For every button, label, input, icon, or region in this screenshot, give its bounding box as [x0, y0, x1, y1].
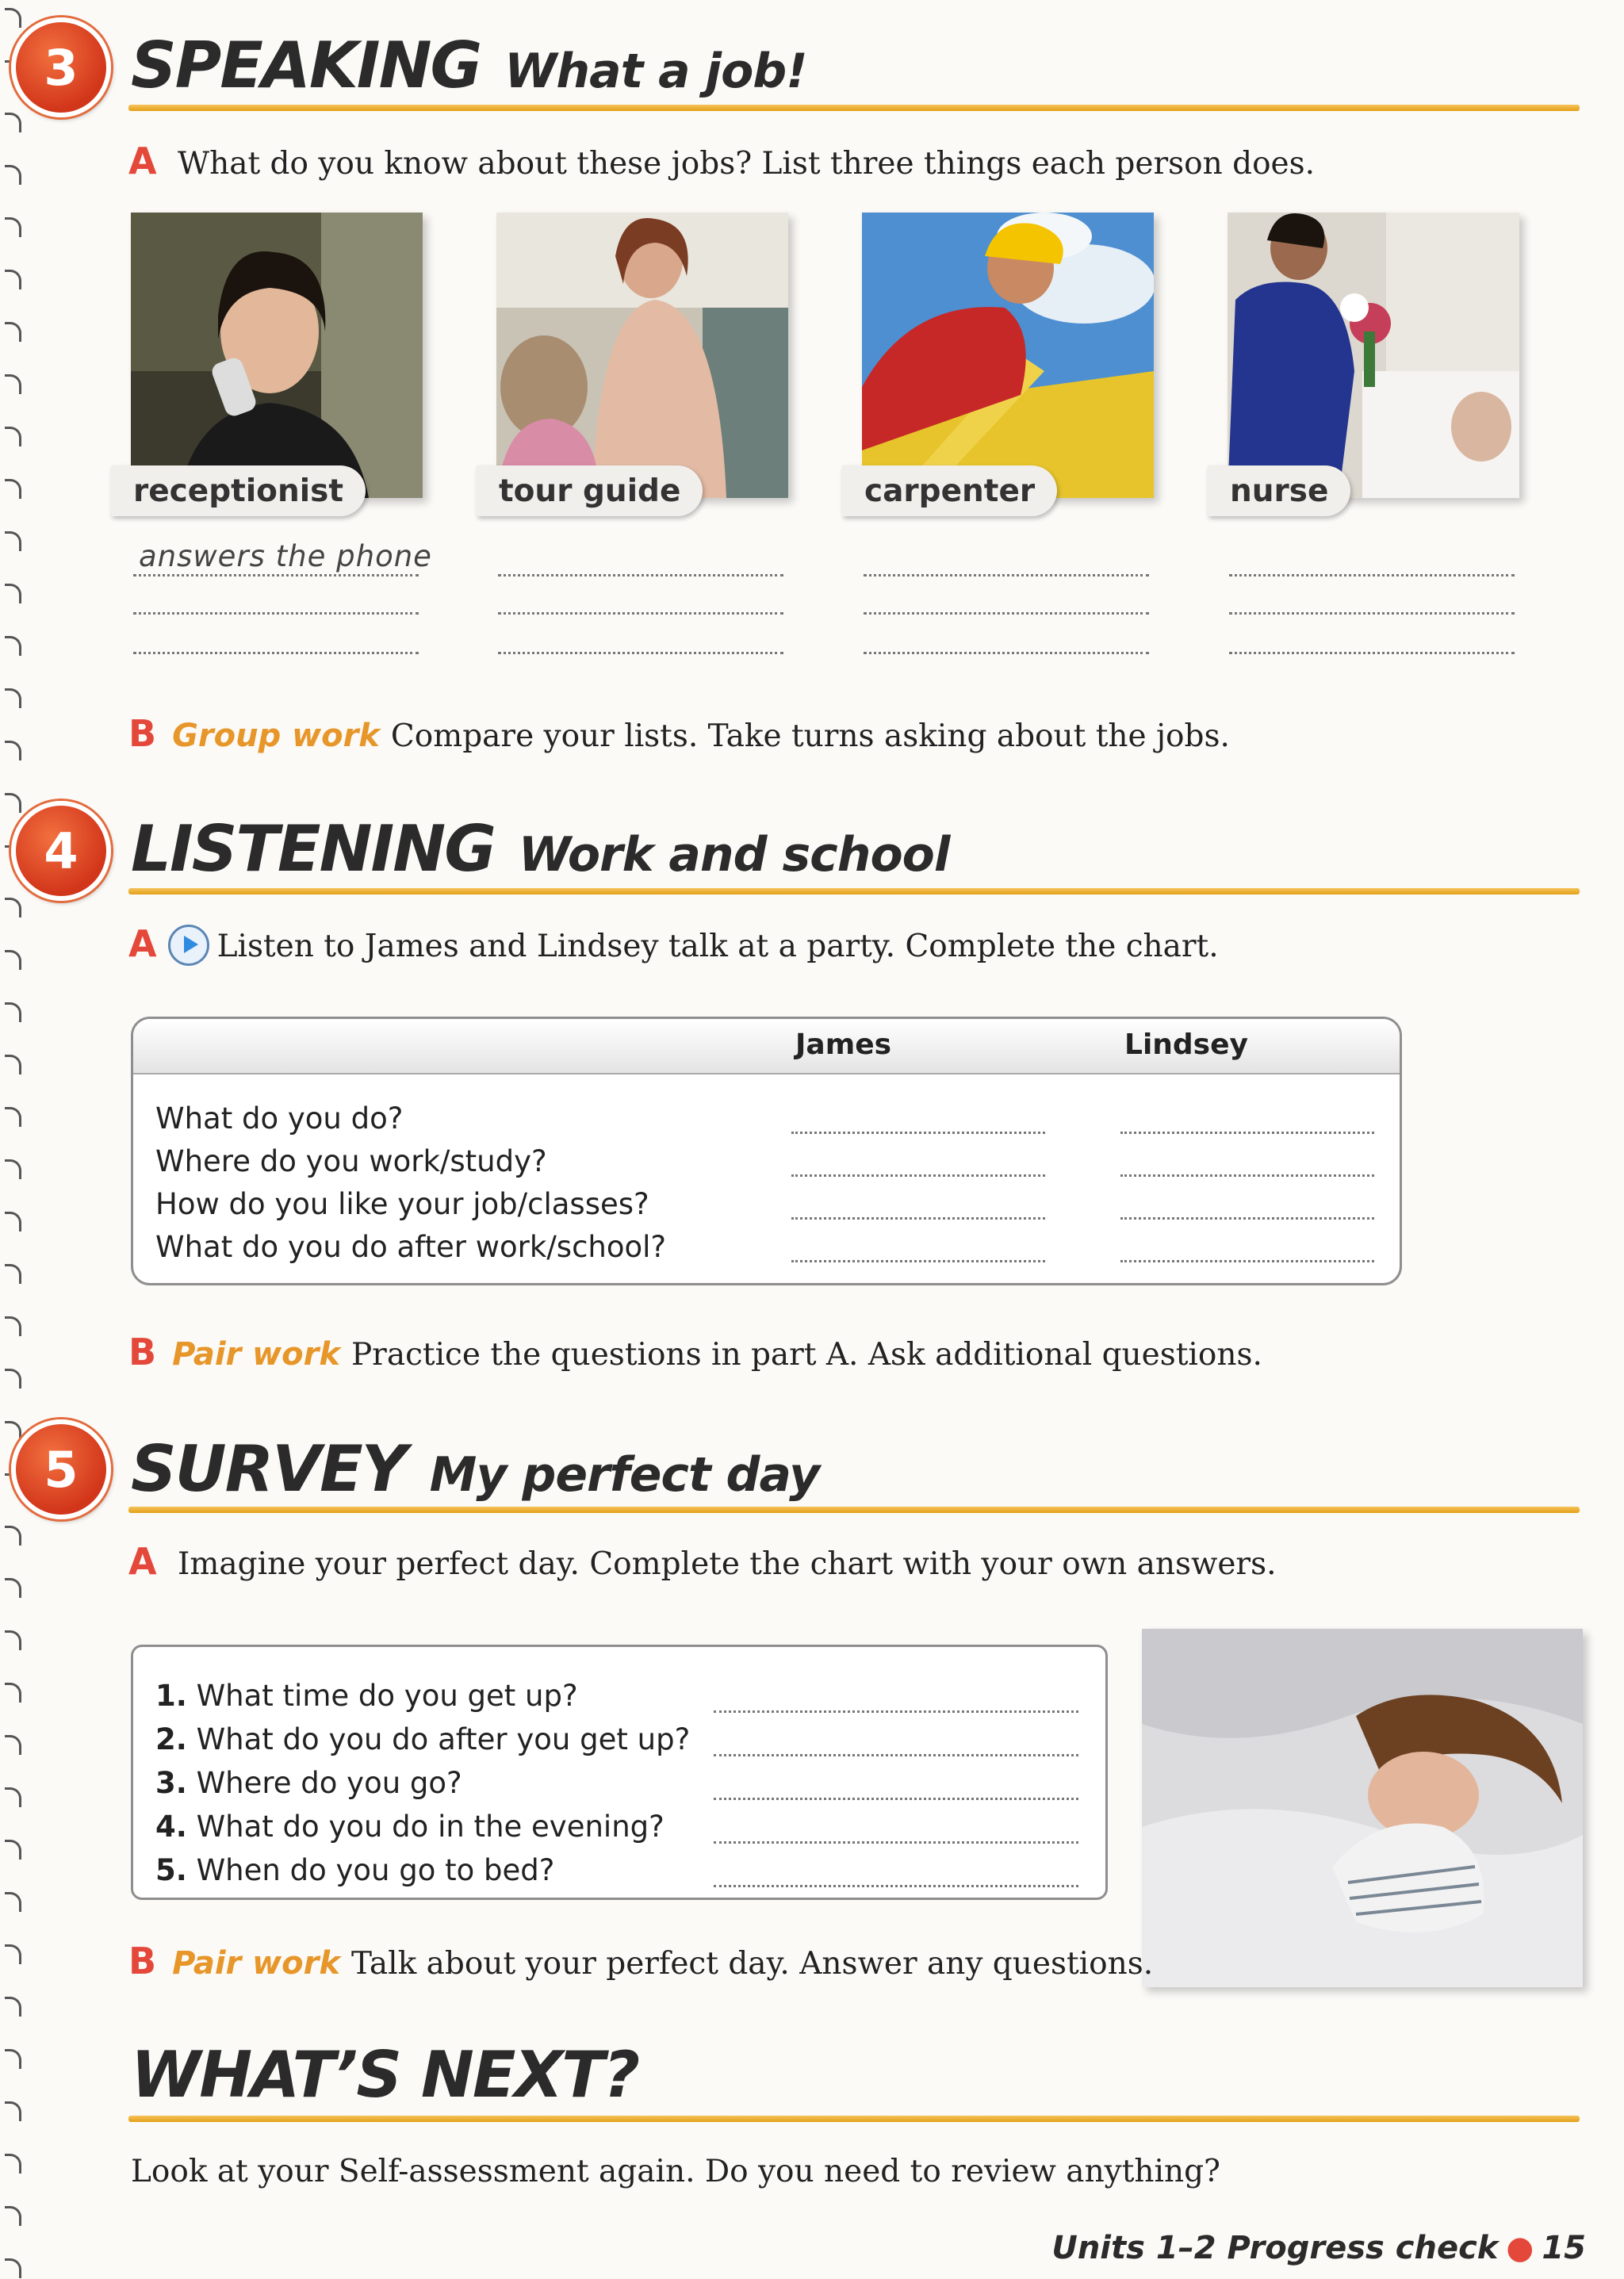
part-a-text: Listen to James and Lindsey talk at a party. Complete the chart. [216, 929, 1219, 964]
part-letter: B [128, 1940, 157, 1982]
spiral-ring [5, 1212, 21, 1231]
sleeping-girl-photo [1142, 1629, 1583, 1987]
spiral-ring [5, 8, 21, 28]
part-letter: A [128, 140, 157, 182]
spiral-ring [5, 217, 21, 237]
section-subheading: What a job! [504, 44, 807, 99]
page-number: 15 [1542, 2230, 1586, 2266]
survey-question [155, 1766, 462, 1800]
question-text: When do you go to bed? [196, 1853, 555, 1887]
carpenter-photo [862, 213, 1154, 498]
answer-line[interactable] [1120, 1217, 1374, 1220]
job-label-tour-guide: tour guide [477, 465, 703, 516]
section-rule [128, 888, 1580, 894]
question-text: Where do you go? [196, 1766, 462, 1800]
spiral-ring [5, 1002, 21, 1022]
section-title-listening [131, 812, 949, 886]
spiral-ring [5, 1944, 21, 1964]
listening-part-a [128, 922, 1219, 969]
survey-part-a [128, 1540, 1277, 1583]
part-b-text: Talk about your perfect day. Answer any questions. [350, 1946, 1154, 1982]
chart-question: What do you do after work/school? [155, 1230, 667, 1264]
answer-line[interactable] [1229, 612, 1515, 615]
spiral-ring [5, 1840, 21, 1860]
answer-line[interactable] [133, 574, 419, 576]
part-letter: A [128, 1540, 157, 1583]
question-number: 1. [155, 1679, 187, 1713]
spiral-ring [5, 1787, 21, 1807]
listening-chart [131, 1017, 1402, 1285]
survey-question [155, 1679, 578, 1713]
spiral-ring [5, 531, 21, 551]
listening-part-b [128, 1331, 1262, 1373]
spiral-ring [5, 1735, 21, 1755]
spiral-ring [5, 1892, 21, 1912]
spiral-ring [5, 1630, 21, 1650]
answer-line[interactable] [1229, 574, 1515, 576]
answer-line[interactable] [498, 574, 783, 576]
section-heading: SPEAKING [131, 29, 481, 102]
question-number: 5. [155, 1853, 187, 1887]
answer-line[interactable] [864, 652, 1149, 654]
spiral-ring [5, 427, 21, 446]
answer-line[interactable] [864, 612, 1149, 615]
spiral-ring [5, 636, 21, 656]
chart-question: Where do you work/study? [155, 1144, 547, 1178]
column-header-james: James [795, 1028, 892, 1061]
section-title-whats-next [131, 2038, 638, 2112]
answer-line[interactable] [714, 1710, 1078, 1713]
section-heading: WHAT’S NEXT? [131, 2038, 639, 2112]
answer-line[interactable] [1120, 1174, 1374, 1177]
spiral-ring [5, 793, 21, 813]
whats-next-text: Look at your Self-assessment again. Do you need to review anything? [131, 2154, 1220, 2189]
spiral-ring [5, 584, 21, 603]
part-letter: B [128, 712, 157, 755]
spiral-ring [5, 1683, 21, 1703]
answer-line[interactable] [791, 1132, 1045, 1134]
spiral-ring [5, 1159, 21, 1179]
footer-text: Units 1–2 Progress check [1051, 2230, 1499, 2266]
answer-line[interactable] [133, 652, 419, 654]
answer-line[interactable] [1229, 652, 1515, 654]
survey-question [155, 1853, 554, 1887]
spiral-ring [5, 165, 21, 185]
part-b-text: Practice the questions in part A. Ask additional questions. [350, 1337, 1262, 1373]
section-rule [128, 105, 1580, 111]
answer-line[interactable] [714, 1798, 1078, 1800]
answer-line[interactable] [714, 1754, 1078, 1756]
spiral-ring [5, 2154, 21, 2174]
section-heading: SURVEY [131, 1432, 406, 1506]
answer-line[interactable] [791, 1174, 1045, 1177]
spiral-ring [5, 1369, 21, 1388]
spiral-ring [5, 950, 21, 970]
answer-line[interactable] [498, 652, 783, 654]
spiral-ring [5, 1055, 21, 1074]
spiral-ring [5, 374, 21, 394]
audio-play-icon[interactable] [168, 925, 209, 966]
answer-line[interactable] [714, 1885, 1078, 1887]
answer-line[interactable] [864, 574, 1149, 576]
part-letter: B [128, 1331, 157, 1373]
part-a-text: What do you know about these jobs? List three things each person does. [178, 146, 1316, 182]
section-title-speaking [131, 29, 807, 102]
page-footer [1051, 2230, 1586, 2266]
nurse-photo [1228, 213, 1519, 498]
spiral-ring [5, 322, 21, 342]
survey-chart [131, 1645, 1108, 1900]
example-answer: answers the phone [139, 539, 432, 573]
question-number: 4. [155, 1810, 187, 1844]
speaking-part-b [128, 712, 1230, 755]
survey-question [155, 1810, 665, 1844]
answer-line[interactable] [791, 1260, 1045, 1262]
spiral-ring [5, 1107, 21, 1127]
question-text: What time do you get up? [196, 1679, 578, 1713]
answer-line[interactable] [714, 1841, 1078, 1844]
spiral-ring [5, 741, 21, 760]
question-text: What do you do in the evening? [196, 1810, 665, 1844]
survey-question [155, 1722, 690, 1756]
spiral-ring [5, 2258, 21, 2278]
spiral-ring [5, 1316, 21, 1336]
section-title-survey [131, 1432, 819, 1506]
section-number-5: 5 [11, 1419, 111, 1519]
spiral-ring [5, 1264, 21, 1284]
question-number: 3. [155, 1766, 187, 1800]
part-a-text: Imagine your perfect day. Complete the chart with your own answers. [178, 1546, 1277, 1582]
section-number-4: 4 [11, 801, 111, 901]
question-text: What do you do after you get up? [196, 1722, 691, 1756]
job-label-nurse: nurse [1208, 465, 1350, 516]
answer-line[interactable] [791, 1217, 1045, 1220]
part-b-text: Compare your lists. Take turns asking about the jobs. [390, 718, 1230, 754]
speaking-part-a [128, 140, 1315, 182]
section-heading: LISTENING [131, 812, 495, 886]
section-number-3: 3 [11, 17, 111, 117]
section-subheading: My perfect day [429, 1447, 820, 1503]
answer-line[interactable] [133, 612, 419, 615]
spiral-ring [5, 2049, 21, 2069]
spiral-ring [5, 2206, 21, 2226]
spiral-ring [5, 2101, 21, 2121]
bullet-icon: ● [1506, 2230, 1534, 2266]
spiral-ring [5, 688, 21, 708]
activity-tag: Pair work [172, 1945, 340, 1982]
section-rule [128, 2116, 1580, 2122]
job-label-receptionist: receptionist [111, 465, 366, 516]
spiral-ring [5, 898, 21, 917]
column-header-lindsey: Lindsey [1124, 1028, 1248, 1061]
spiral-ring [5, 1421, 21, 1441]
question-number: 2. [155, 1722, 187, 1756]
spiral-ring [5, 1526, 21, 1546]
chart-question: What do you do? [155, 1101, 404, 1136]
answer-line[interactable] [498, 612, 783, 615]
section-subheading: Work and school [518, 827, 950, 883]
tour-guide-photo [496, 213, 788, 498]
part-letter: A [128, 922, 157, 965]
spiral-ring [5, 1997, 21, 2017]
activity-tag: Pair work [172, 1336, 340, 1373]
spiral-ring [5, 270, 21, 289]
receptionist-photo [131, 213, 423, 498]
spiral-binding [0, 0, 29, 2279]
spiral-ring [5, 113, 21, 132]
answer-line[interactable] [1120, 1132, 1374, 1134]
chart-question: How do you like your job/classes? [155, 1187, 649, 1221]
spiral-ring [5, 1578, 21, 1598]
answer-line[interactable] [1120, 1260, 1374, 1262]
section-rule [128, 1507, 1580, 1513]
spiral-ring [5, 479, 21, 499]
survey-part-b [128, 1940, 1153, 1982]
activity-tag: Group work [172, 718, 380, 754]
job-label-carpenter: carpenter [842, 465, 1057, 516]
